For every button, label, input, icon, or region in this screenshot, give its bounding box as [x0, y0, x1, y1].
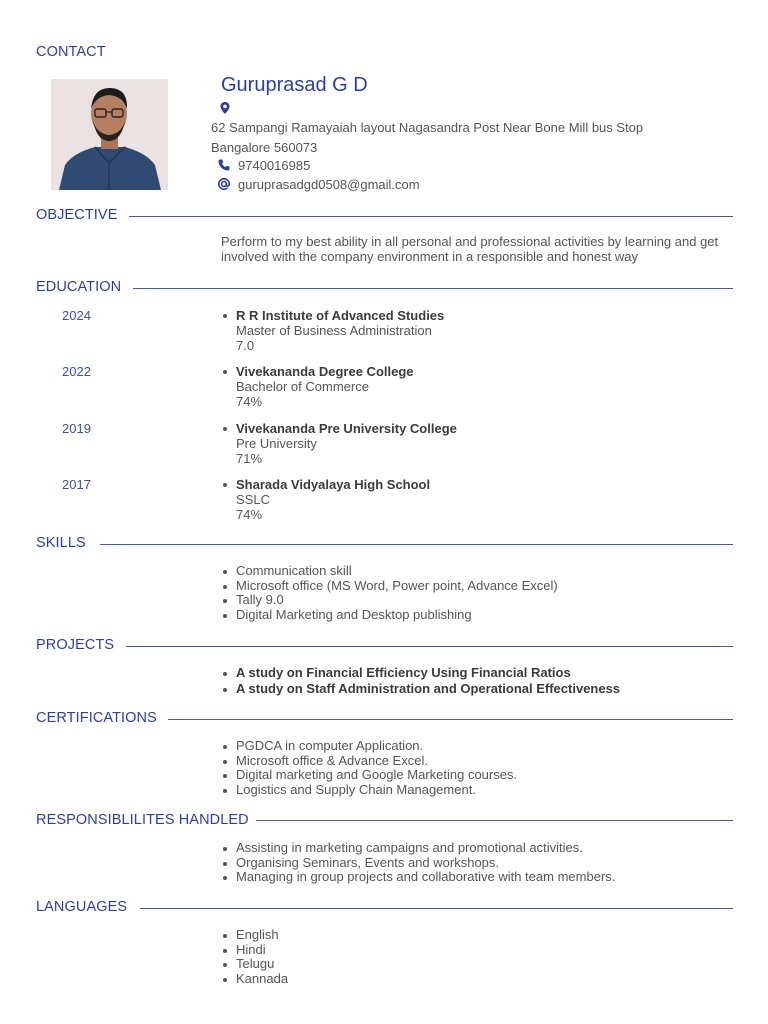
list-item: Assisting in marketing campaigns and promotional activities.	[223, 841, 615, 856]
list-item: Organising Seminars, Events and workshops.	[223, 856, 615, 871]
section-divider	[100, 544, 733, 545]
institution-name: R R Institute of Advanced Studies	[236, 308, 445, 323]
candidate-name: Guruprasad G D	[221, 74, 368, 96]
score: 74%	[236, 507, 263, 522]
score: 7.0	[236, 338, 255, 353]
education-year: 2024	[62, 308, 91, 323]
section-divider	[256, 820, 733, 821]
certifications-heading: CERTIFICATIONS	[36, 710, 157, 726]
section-divider	[129, 216, 733, 217]
address-line-1: 62 Sampangi Ramayaiah layout Nagasandra Post Near Bone Mill bus Stop	[211, 120, 644, 135]
list-bullet	[223, 314, 227, 318]
contact-heading: CONTACT	[36, 44, 106, 60]
skills-heading: SKILLS	[36, 535, 86, 551]
list-item: Digital Marketing and Desktop publishing	[223, 608, 558, 623]
skills-list	[223, 564, 558, 622]
list-item: A study on Staff Administration and Operational Effectiveness	[223, 681, 620, 697]
projects-heading: PROJECTS	[36, 637, 115, 653]
responsibilities-heading: RESPONSIBLILITES HANDLED	[36, 812, 249, 828]
list-item: English	[223, 928, 288, 943]
list-item: A study on Financial Efficiency Using Financial Ratios	[223, 665, 620, 681]
objective-text: Perform to my best ability in all personal and professional activities by learning and get involved with the company environment in a responsible and honest way	[221, 234, 719, 264]
degree: SSLC	[236, 492, 270, 507]
degree: Master of Business Administration	[236, 323, 432, 338]
list-bullet	[223, 483, 227, 487]
list-item: Telugu	[223, 957, 288, 972]
education-year: 2022	[62, 364, 91, 379]
score: 74%	[236, 394, 263, 409]
degree: Pre University	[236, 436, 317, 451]
profile-photo	[51, 79, 168, 190]
education-entry	[236, 308, 444, 353]
education-year: 2017	[62, 477, 91, 492]
list-bullet	[223, 370, 227, 374]
score: 71%	[236, 451, 263, 466]
list-item: Digital marketing and Google Marketing courses.	[223, 768, 517, 783]
objective-heading: OBJECTIVE	[36, 207, 118, 223]
address-line-2: Bangalore 560073	[211, 140, 318, 155]
list-item: Hindi	[223, 943, 288, 958]
languages-list	[223, 928, 288, 986]
institution-name: Vivekananda Degree College	[236, 364, 414, 379]
education-year: 2019	[62, 421, 91, 436]
section-divider	[126, 646, 733, 647]
responsibilities-list	[223, 841, 615, 885]
list-item: Microsoft office (MS Word, Power point, Advance Excel)	[223, 579, 558, 594]
institution-name: Vivekananda Pre University College	[236, 421, 457, 436]
list-item: Tally 9.0	[223, 593, 558, 608]
location-pin-icon	[218, 101, 232, 115]
list-item: Kannada	[223, 972, 288, 987]
list-item: Communication skill	[223, 564, 558, 579]
section-divider	[133, 288, 733, 289]
education-entry	[236, 421, 457, 466]
list-item: Microsoft office & Advance Excel.	[223, 754, 517, 769]
education-heading: EDUCATION	[36, 279, 122, 295]
phone-number: 9740016985	[238, 158, 311, 173]
languages-heading: LANGUAGES	[36, 899, 128, 915]
degree: Bachelor of Commerce	[236, 379, 369, 394]
education-entry	[236, 364, 414, 409]
projects-list	[223, 665, 620, 697]
list-item: Managing in group projects and collaborative with team members.	[223, 870, 615, 885]
certifications-list	[223, 739, 517, 797]
list-item: PGDCA in computer Application.	[223, 739, 517, 754]
at-sign-icon	[217, 177, 231, 191]
institution-name: Sharada Vidyalaya High School	[236, 477, 431, 492]
list-item: Logistics and Supply Chain Management.	[223, 783, 517, 798]
list-bullet	[223, 427, 227, 431]
email-address: guruprasadgd0508@gmail.com	[238, 177, 420, 192]
section-divider	[140, 908, 733, 909]
education-entry	[236, 477, 430, 522]
section-divider	[168, 719, 733, 720]
phone-icon	[217, 158, 231, 172]
